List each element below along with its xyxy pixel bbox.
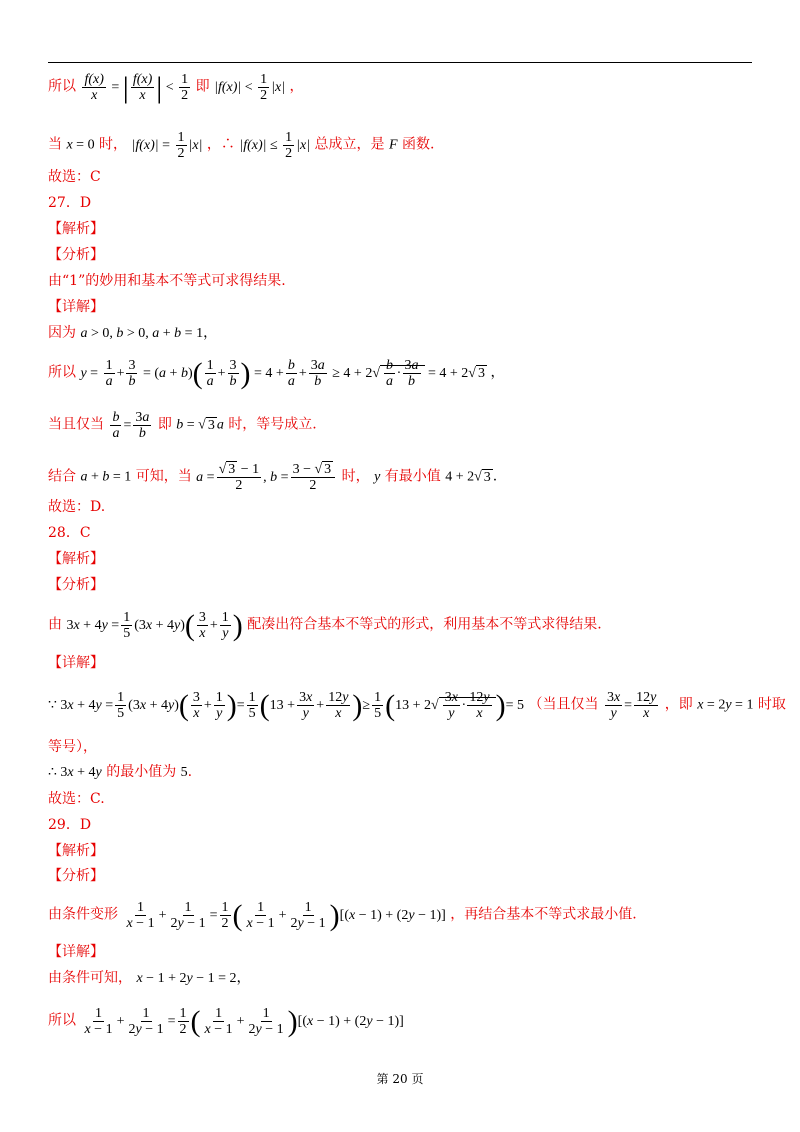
section-xiangjie: 【详解】	[48, 655, 104, 671]
section-xiangjie: 【详解】	[48, 944, 104, 960]
proof-line-1: 所以 $\frac{f(x)}{x}$ = | $\frac{f(x)}{x}$ | < $\frac{1}{2}$ 即 |f(x)| < $\frac{1}{2}$ |x| ，	[48, 70, 304, 104]
proof-line-2: 当 x = 0 时， |f(x)| = $\frac{1}{2}$ |x| ，∴ |f(x)| ≤ $\frac{1}{2}$ |x| 总成立，是 F 函数.	[48, 130, 435, 161]
proof-line: 当且仅当 $\frac{b}{a}$ = $\frac{3a}{b}$ 即 b = √ 3 a 时，等号成立.	[48, 410, 317, 441]
section-jiexi: 【解析】	[48, 843, 104, 859]
section-fenxi: 【分析】	[48, 247, 104, 263]
proof-line: 结合 a + b = 1 可知，当 a = $\frac{√ 3 - 1}{2}$ , b = $\frac{3 - √ 3}{2}$ 时， y 有最小值 4 + 2√ 3 .	[48, 462, 498, 493]
answer-line: 故选：C	[48, 169, 101, 185]
question-number: 27．D	[48, 195, 92, 211]
header-rule	[48, 62, 752, 63]
section-xiangjie: 【详解】	[48, 299, 104, 315]
page-number: 第 20 页	[376, 1072, 424, 1086]
proof-line: 因为 a > 0, b > 0, a + b = 1，	[48, 325, 218, 341]
section-fenxi: 【分析】	[48, 868, 104, 884]
proof-line: 由条件可知， x − 1 + 2y − 1 = 2，	[48, 970, 251, 986]
analysis-text: 由 3x + 4y = $\frac{1}{5}$ (3x + 4y)( $\frac{3}{x}$ + $\frac{1}{y}$ ) 配凑出符合基本不等式的形式，利用基本不等式求得结果.	[48, 608, 602, 642]
question-number: 28．C	[48, 525, 91, 541]
section-jiexi: 【解析】	[48, 551, 104, 567]
proof-line: ∴ 3x + 4y 的最小值为 5.	[48, 764, 193, 780]
section-jiexi: 【解析】	[48, 221, 104, 237]
proof-line: 所以 $\frac{1}{x - 1}$ + $\frac{1}{2y - 1}$ = $\frac{1}{2}$ ( $\frac{1}{x - 1}$ + $\frac{1}{2y - 1}$ )[(x − 1) + (2y − 1)]	[48, 1004, 404, 1038]
proof-line: 等号），	[48, 739, 97, 755]
section-fenxi: 【分析】	[48, 577, 104, 593]
answer-line: 故选：D.	[48, 499, 106, 515]
analysis-text: 由“1”的妙用和基本不等式可求得结果.	[48, 273, 286, 289]
math-expression: $\frac{f(x)}{x}$ = | $\frac{f(x)}{x}$ | < $\frac{1}{2}$	[84, 70, 189, 104]
analysis-text: 由条件变形 $\frac{1}{x - 1}$ + $\frac{1}{2y - 1}$ = $\frac{1}{2}$ ( $\frac{1}{x - 1}$ + $\frac{1}{2y - 1}$ )[(x − 1) + (2y − 1)] ，再结合基本不等式求最小值.	[48, 898, 637, 932]
answer-line: 故选：C.	[48, 791, 105, 807]
proof-line: ∵ 3x + 4y = $\frac{1}{5}$ (3x + 4y)( $\frac{3}{x}$ + $\frac{1}{y}$ )= $\frac{1}{5}$ (13 + $\frac{3x}{y}$ + $\frac{12y}{x}$ )≥ $\frac{1}{5}$ (13 + 2√ $\frac{3x}{y}$ · $\frac{12y}{x}$ )= 5 （当且仅当 $\frac{3x}{y}$ = $\frac{12y}{x}$ ，即 x = 2y = 1 时取	[48, 688, 786, 722]
proof-line: 所以 y = $\frac{1}{a}$ + $\frac{3}{b}$ = (a + b)( $\frac{1}{a}$ + $\frac{3}{b}$ ) = 4 + $\frac{b}{a}$ + $\frac{3a}{b}$ ≥ 4 + 2√ $\frac{b}{a}$ · $\frac{3a}{b}$ = 4 + 2√ 3 ，	[48, 356, 505, 390]
question-number: 29．D	[48, 817, 92, 833]
